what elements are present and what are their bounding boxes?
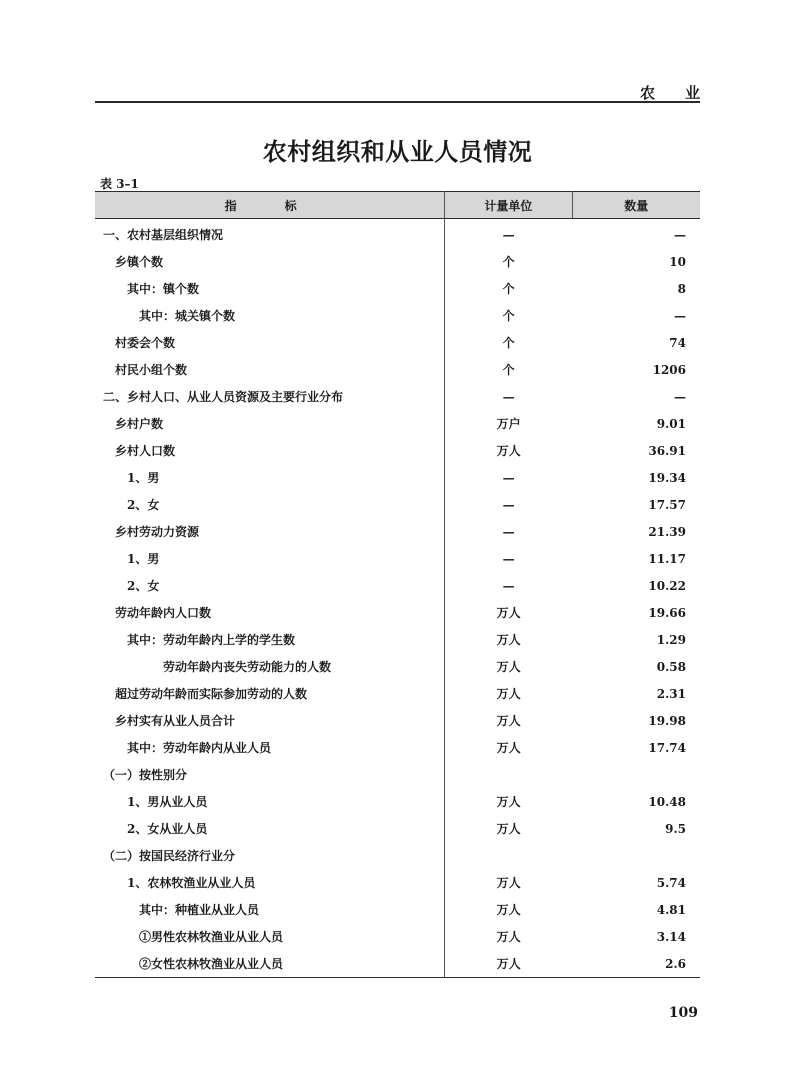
row-unit: 万人: [496, 741, 521, 755]
row-value: 17.57: [648, 497, 686, 512]
row-unit: 万人: [496, 822, 521, 836]
row-value: 10.48: [648, 794, 686, 809]
running-header-char-2: 业: [684, 83, 700, 102]
row-value: 19.66: [648, 605, 686, 620]
row-indicator: 一、农村基层组织情况: [95, 219, 445, 249]
table-row: [95, 653, 700, 680]
row-value: 2.31: [656, 686, 686, 701]
row-unit: 万人: [496, 660, 521, 674]
table-row: [95, 437, 700, 464]
table-row: [95, 896, 700, 923]
row-unit: 万户: [496, 417, 521, 431]
row-unit: 万人: [496, 903, 521, 917]
table-row: [95, 734, 700, 761]
row-unit: —: [502, 497, 515, 512]
table-row: [95, 599, 700, 626]
row-value: [572, 842, 700, 869]
row-indicator: 乡村人口数: [95, 437, 445, 464]
row-unit: 万人: [496, 444, 521, 458]
page-number: 109: [668, 1005, 698, 1021]
row-value: 9.5: [665, 821, 686, 836]
row-unit: 个: [502, 282, 515, 296]
table-row: [95, 707, 700, 734]
row-value: —: [674, 389, 686, 404]
row-value: —: [674, 227, 686, 242]
table-row: [95, 302, 700, 329]
row-value: 11.17: [648, 551, 686, 566]
running-header: [640, 82, 700, 102]
row-indicator: 2、女: [95, 572, 445, 599]
row-indicator: 1、男: [95, 545, 445, 572]
row-value: 36.91: [648, 443, 686, 458]
table-row: [95, 410, 700, 437]
row-unit: [445, 842, 572, 869]
row-unit: 个: [502, 336, 515, 350]
row-indicator: 1、男: [95, 464, 445, 491]
row-value: 17.74: [648, 740, 686, 755]
row-value: 5.74: [656, 875, 686, 890]
row-value: 9.01: [656, 416, 686, 431]
table-row: [95, 248, 700, 275]
row-value: 2.6: [572, 950, 700, 978]
row-value: 1206: [652, 362, 686, 377]
table-row: [95, 923, 700, 950]
row-value: 3.14: [656, 929, 686, 944]
row-value: 10: [669, 254, 686, 269]
row-unit: 万人: [496, 606, 521, 620]
table-row: [95, 383, 700, 410]
row-value: 74: [669, 335, 686, 350]
page-title: 农村组织和从业人员情况: [262, 137, 533, 166]
row-indicator: 乡镇个数: [95, 248, 445, 275]
table-row: [95, 491, 700, 518]
row-value: 4.81: [656, 902, 686, 917]
row-indicator: 乡村劳动力资源: [95, 518, 445, 545]
row-unit: —: [502, 578, 515, 593]
row-unit: 万人: [445, 950, 572, 978]
row-unit: 万人: [496, 714, 521, 728]
row-indicator: 村民小组个数: [95, 356, 445, 383]
row-indicator: ①男性农林牧渔业从业人员: [95, 923, 445, 950]
row-unit: —: [502, 470, 515, 485]
row-unit: 万人: [496, 930, 521, 944]
row-indicator: 1、男从业人员: [95, 788, 445, 815]
row-indicator: （一）按性别分: [95, 761, 445, 788]
row-value: 21.39: [648, 524, 686, 539]
row-indicator: 劳动年龄内丧失劳动能力的人数: [95, 653, 445, 680]
row-unit: 万人: [496, 876, 521, 890]
row-indicator: 超过劳动年龄而实际参加劳动的人数: [95, 680, 445, 707]
row-unit: —: [502, 389, 515, 404]
row-indicator: 2、女从业人员: [95, 815, 445, 842]
row-unit: —: [502, 524, 515, 539]
row-indicator: 乡村实有从业人员合计: [95, 707, 445, 734]
table-row: [95, 815, 700, 842]
row-unit: 个: [502, 255, 515, 269]
row-value: 10.22: [648, 578, 686, 593]
row-indicator: 劳动年龄内人口数: [95, 599, 445, 626]
table-row: [95, 356, 700, 383]
column-header-value: 数量: [572, 192, 700, 219]
table-row: [95, 329, 700, 356]
table-row: [95, 680, 700, 707]
row-indicator: 村委会个数: [95, 329, 445, 356]
row-value: 0.58: [656, 659, 686, 674]
column-header-unit: 计量单位: [445, 192, 572, 219]
row-indicator: 其中：种植业从业人员: [95, 896, 445, 923]
row-indicator: 1、农林牧渔业从业人员: [95, 869, 445, 896]
row-indicator: ②女性农林牧渔业从业人员: [95, 950, 445, 978]
table-row: [95, 842, 700, 869]
table-row: [95, 626, 700, 653]
table-row: [95, 761, 700, 788]
table-row: [95, 545, 700, 572]
table-row: [95, 572, 700, 599]
data-table: [95, 191, 700, 978]
row-value: [572, 761, 700, 788]
running-header-char-1: 农: [640, 83, 656, 102]
row-unit: —: [502, 551, 515, 566]
table-row: [95, 788, 700, 815]
table-row: [95, 950, 700, 978]
table-row: [95, 464, 700, 491]
row-indicator: 其中：镇个数: [95, 275, 445, 302]
table-row: [95, 518, 700, 545]
row-value: 19.34: [648, 470, 686, 485]
table-header-row: [95, 192, 700, 219]
row-value: —: [674, 308, 686, 323]
row-indicator: （二）按国民经济行业分: [95, 842, 445, 869]
table-label: 表 3–1: [100, 177, 139, 191]
row-indicator: 其中：劳动年龄内从业人员: [95, 734, 445, 761]
table-row: [95, 275, 700, 302]
row-unit: —: [502, 227, 515, 242]
row-indicator: 乡村户数: [95, 410, 445, 437]
row-indicator: 其中：劳动年龄内上学的学生数: [95, 626, 445, 653]
row-indicator: 其中：城关镇个数: [95, 302, 445, 329]
row-unit: 万人: [496, 687, 521, 701]
row-unit: [445, 761, 572, 788]
table-row: [95, 869, 700, 896]
row-value: 8: [677, 281, 686, 296]
row-indicator: 二、乡村人口、从业人员资源及主要行业分布: [95, 383, 445, 410]
table-row: [95, 219, 700, 249]
row-value: 19.98: [648, 713, 686, 728]
row-unit: 个: [502, 363, 515, 377]
row-unit: 万人: [496, 795, 521, 809]
row-value: 1.29: [656, 632, 686, 647]
row-indicator: 2、女: [95, 491, 445, 518]
column-header-indicator: 指 标: [95, 192, 445, 219]
header-rule: [95, 101, 700, 103]
row-unit: 个: [502, 309, 515, 323]
row-unit: 万人: [496, 633, 521, 647]
